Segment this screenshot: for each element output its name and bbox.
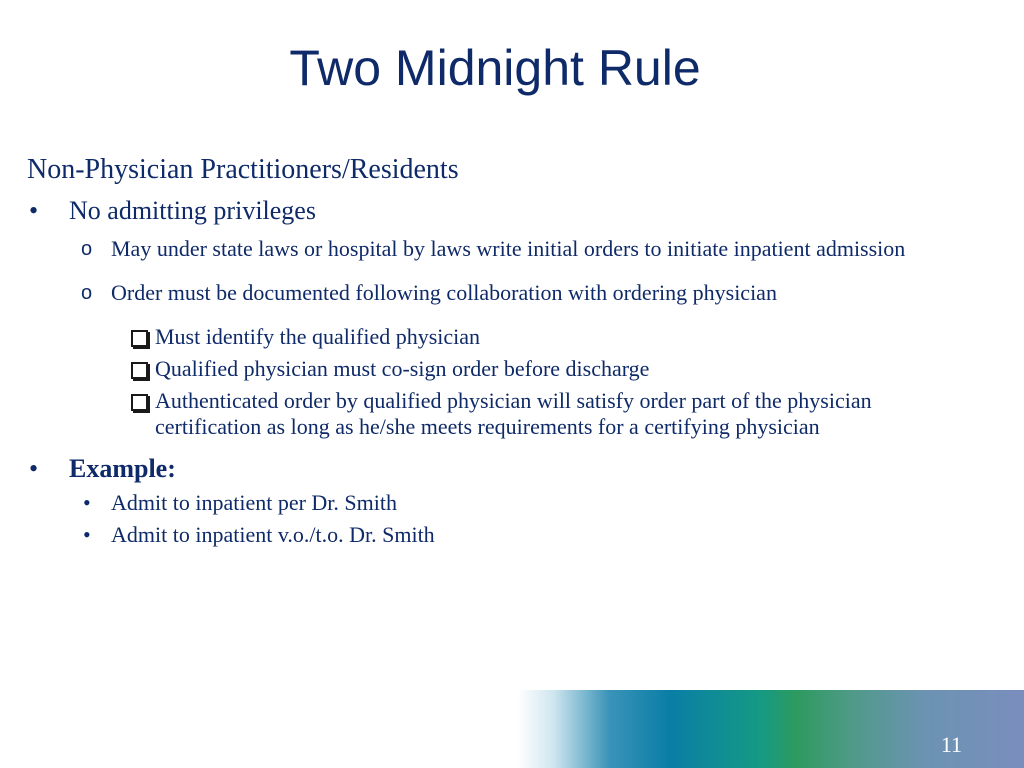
bullet-text: No admitting privileges: [69, 196, 316, 225]
example-item-vo-to: [77, 520, 987, 550]
checkbox-bullet-icon: [131, 388, 155, 440]
checkbox-bullet-icon: [131, 356, 155, 382]
sub-bullet-state-laws: [77, 236, 987, 262]
section-heading: Non-Physician Practitioners/Residents: [27, 154, 459, 185]
example-item-text: Admit to inpatient per Dr. Smith: [111, 490, 397, 515]
checkbox-item-authenticated: [131, 388, 987, 440]
checkbox-bullet-icon: [131, 324, 155, 350]
example-item-text: Admit to inpatient v.o./t.o. Dr. Smith: [111, 522, 435, 547]
checkbox-item-text: Authenticated order by qualified physician will satisfy order part of the physician certification as long as he/she meets requirements for a certifying physician: [155, 388, 872, 439]
bullet-example: [27, 452, 987, 486]
page-number: 11: [940, 732, 962, 757]
bullet-marker: •: [83, 522, 91, 547]
sub-bullet-text: Order must be documented following collaboration with ordering physician: [111, 280, 777, 305]
bullet-text: Example:: [69, 454, 176, 483]
checkbox-item-identify: [131, 324, 987, 350]
slide-title: Two Midnight Rule: [289, 40, 701, 96]
circle-bullet-marker: o: [81, 282, 93, 304]
sub-bullet-order-documented: [77, 280, 987, 306]
checkbox-item-co-sign: [131, 356, 987, 382]
bullet-no-admitting-privileges: [27, 194, 987, 228]
bullet-marker: •: [29, 196, 39, 225]
bullet-marker: •: [83, 490, 91, 515]
bullet-marker: •: [29, 454, 39, 483]
circle-bullet-marker: o: [81, 238, 93, 260]
slide-content: [27, 150, 987, 550]
checkbox-item-text: Must identify the qualified physician: [155, 324, 481, 349]
checkbox-item-text: Qualified physician must co-sign order before discharge: [155, 356, 650, 381]
sub-bullet-text: May under state laws or hospital by laws write initial orders to initiate inpatient admission: [111, 236, 906, 261]
example-item-per: [77, 488, 987, 518]
